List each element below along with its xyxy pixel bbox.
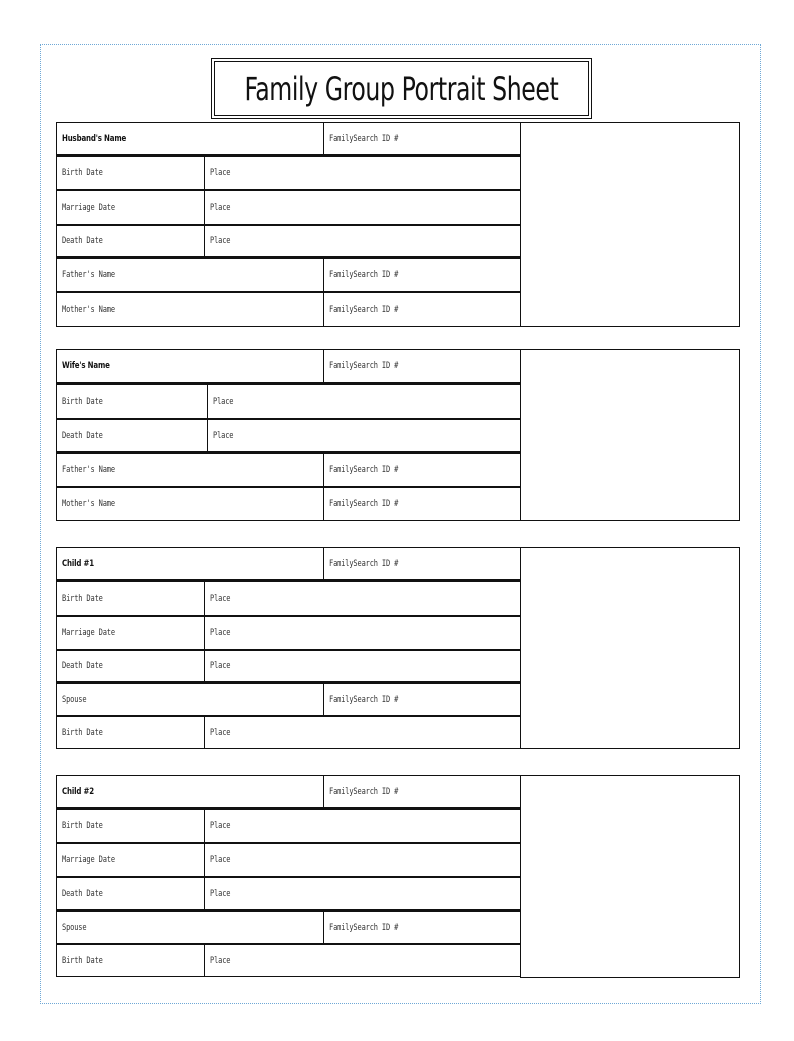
title-box bbox=[211, 58, 592, 119]
husband-name-label: Husband's Name bbox=[62, 133, 127, 144]
husband-mother-name-label: Mother's Name bbox=[62, 304, 115, 315]
husband-mother-fsid-label: FamilySearch ID # bbox=[323, 293, 520, 326]
husband-father-row[interactable] bbox=[56, 258, 521, 292]
child2-spouse-label: Spouse bbox=[62, 922, 87, 933]
husband-marriage-row[interactable] bbox=[56, 190, 521, 225]
wife-death-date-label: Death Date bbox=[62, 430, 103, 441]
wife-name-row[interactable] bbox=[56, 349, 521, 384]
child1-birth-place-label: Place bbox=[204, 582, 520, 615]
child2-birth-date-label: Birth Date bbox=[62, 821, 103, 831]
husband-name-row[interactable] bbox=[56, 122, 521, 156]
husband-birth-row[interactable] bbox=[56, 156, 521, 190]
wife-birth-place-label: Place bbox=[207, 385, 520, 418]
husband-death-date-label: Death Date bbox=[62, 236, 103, 246]
wife-father-fsid-label: FamilySearch ID # bbox=[323, 454, 520, 486]
wife-mother-row[interactable] bbox=[56, 487, 521, 521]
page-title: Family Group Portrait Sheet bbox=[244, 69, 559, 108]
husband-photo-box[interactable] bbox=[520, 122, 740, 327]
child1-spouse-row[interactable] bbox=[56, 683, 521, 716]
child1-name-label: Child #1 bbox=[62, 558, 94, 569]
child2-spouse-birth-date-label: Birth Date bbox=[62, 955, 103, 966]
child2-death-date-label: Death Date bbox=[62, 888, 103, 899]
child1-spouse-birth-date-label: Birth Date bbox=[62, 727, 103, 738]
husband-mother-row[interactable] bbox=[56, 292, 521, 327]
child2-death-row[interactable] bbox=[56, 877, 521, 911]
child1-birth-row[interactable] bbox=[56, 581, 521, 616]
child1-marriage-row[interactable] bbox=[56, 616, 521, 650]
husband-death-row[interactable] bbox=[56, 225, 521, 258]
wife-death-row[interactable] bbox=[56, 419, 521, 453]
child2-photo-box[interactable] bbox=[520, 775, 740, 978]
child1-spouse-fsid-label: FamilySearch ID # bbox=[323, 684, 520, 715]
husband-birth-date-label: Birth Date bbox=[62, 168, 103, 178]
child1-spouse-label: Spouse bbox=[62, 694, 87, 705]
child2-marriage-date-label: Marriage Date bbox=[62, 855, 115, 865]
wife-fsid-label: FamilySearch ID # bbox=[323, 350, 520, 382]
wife-mother-fsid-label: FamilySearch ID # bbox=[323, 488, 520, 520]
child2-name-row[interactable] bbox=[56, 775, 521, 809]
child2-marriage-row[interactable] bbox=[56, 843, 521, 877]
child2-spouse-row[interactable] bbox=[56, 911, 521, 944]
husband-father-fsid-label: FamilySearch ID # bbox=[323, 259, 520, 291]
child2-spouse-birth-place-label: Place bbox=[204, 945, 520, 976]
husband-death-place-label: Place bbox=[204, 226, 520, 256]
wife-name-label: Wife's Name bbox=[62, 361, 110, 371]
child2-death-place-label: Place bbox=[204, 878, 520, 909]
child1-spouse-birth-row[interactable] bbox=[56, 716, 521, 749]
husband-fsid-label: FamilySearch ID # bbox=[323, 123, 520, 154]
child2-spouse-fsid-label: FamilySearch ID # bbox=[323, 912, 520, 943]
husband-birth-place-label: Place bbox=[204, 157, 520, 189]
child2-name-label: Child #2 bbox=[62, 786, 94, 797]
wife-birth-date-label: Birth Date bbox=[62, 396, 103, 407]
child2-fsid-label: FamilySearch ID # bbox=[323, 776, 520, 807]
wife-father-name-label: Father's Name bbox=[62, 465, 115, 475]
husband-marriage-place-label: Place bbox=[204, 191, 520, 224]
child1-marriage-place-label: Place bbox=[204, 617, 520, 649]
wife-father-row[interactable] bbox=[56, 453, 521, 487]
child2-birth-row[interactable] bbox=[56, 809, 521, 843]
wife-birth-row[interactable] bbox=[56, 384, 521, 419]
child1-spouse-birth-place-label: Place bbox=[204, 717, 520, 748]
child1-fsid-label: FamilySearch ID # bbox=[323, 548, 520, 579]
wife-mother-name-label: Mother's Name bbox=[62, 499, 115, 509]
child1-death-row[interactable] bbox=[56, 650, 521, 683]
child1-death-place-label: Place bbox=[204, 651, 520, 681]
wife-photo-box[interactable] bbox=[520, 349, 740, 521]
husband-father-name-label: Father's Name bbox=[62, 270, 115, 280]
child2-marriage-place-label: Place bbox=[204, 844, 520, 876]
child1-birth-date-label: Birth Date bbox=[62, 593, 103, 604]
child1-name-row[interactable] bbox=[56, 547, 521, 581]
child1-death-date-label: Death Date bbox=[62, 661, 103, 671]
child2-spouse-birth-row[interactable] bbox=[56, 944, 521, 977]
child1-marriage-date-label: Marriage Date bbox=[62, 628, 115, 638]
wife-death-place-label: Place bbox=[207, 420, 520, 451]
husband-marriage-date-label: Marriage Date bbox=[62, 202, 115, 213]
child2-birth-place-label: Place bbox=[204, 810, 520, 842]
child1-photo-box[interactable] bbox=[520, 547, 740, 749]
